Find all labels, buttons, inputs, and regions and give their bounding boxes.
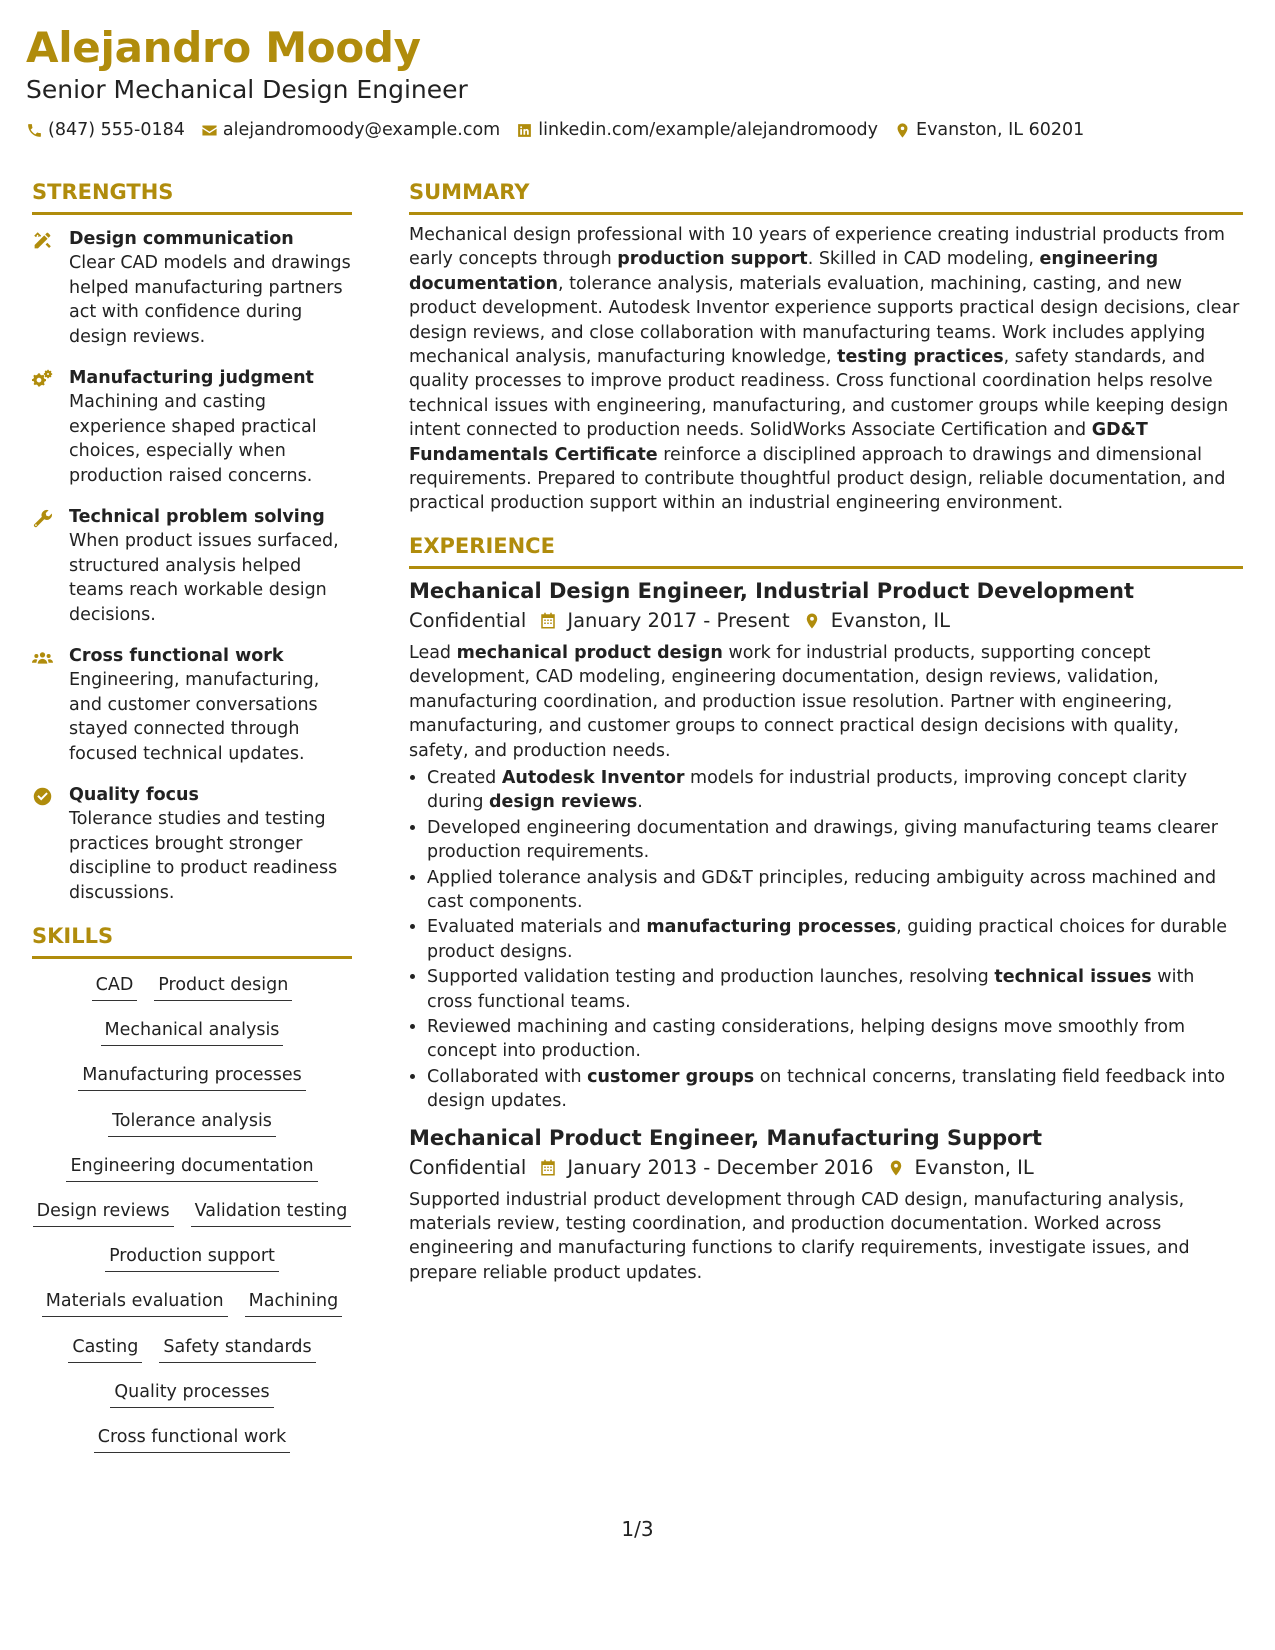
contact-phone[interactable] bbox=[26, 118, 185, 142]
map-pin-icon bbox=[887, 1159, 905, 1177]
strength-item bbox=[32, 783, 352, 905]
skill-tag: Production support bbox=[105, 1244, 279, 1272]
job-bullet: • Collaborated with customer groups on technical concerns, translating field feedback into design updates. bbox=[427, 1065, 1243, 1114]
job-company: Confidential bbox=[409, 608, 527, 632]
candidate-title: Senior Mechanical Design Engineer bbox=[26, 75, 468, 104]
contact-email[interactable] bbox=[201, 118, 500, 142]
skill-tag: Design reviews bbox=[33, 1199, 174, 1227]
phone-text: (847) 555-0184 bbox=[48, 120, 185, 140]
strength-item bbox=[32, 505, 352, 627]
strength-desc: Engineering, manufacturing, and customer conversations stayed connected through focused technical updates. bbox=[69, 670, 320, 764]
phone-icon bbox=[26, 122, 43, 139]
job-bullet: • Created Autodesk Inventor models for industrial products, improving concept clarity during design reviews. bbox=[427, 766, 1243, 815]
job-title: Mechanical Design Engineer, Industrial Product Development bbox=[409, 578, 1135, 603]
strength-title: Design communication bbox=[69, 229, 294, 249]
job-description: Supported industrial product development through CAD design, manufacturing analysis, materials review, testing coordination, and production documentation. Worked across engineering and manufacturing functions to clarify requirements, investigate issues, and prepare reliable product updates. bbox=[409, 1189, 1190, 1283]
envelope-icon bbox=[201, 122, 218, 139]
strength-title: Cross functional work bbox=[69, 646, 284, 666]
strength-item bbox=[32, 366, 352, 488]
calendar-icon bbox=[539, 1159, 557, 1177]
location-text: Evanston, IL 60201 bbox=[916, 120, 1085, 140]
job-location: Evanston, IL bbox=[914, 1155, 1034, 1179]
job-description: Lead mechanical product design work for industrial products, supporting concept development, CAD modeling, engineering documentation, design reviews, validation, manufacturing coordination, and production issue resolution. Partner with engineering, manufacturing, and customer groups to connect practical design decisions with quality, safety, and production needs. bbox=[409, 642, 1179, 761]
contact-linkedin[interactable] bbox=[516, 118, 878, 142]
wrench-icon bbox=[32, 508, 53, 529]
skills-list bbox=[32, 973, 352, 1470]
job-dates: January 2017 - Present bbox=[567, 608, 790, 632]
bold-text: GD&T Fundamentals Certificate bbox=[409, 420, 1148, 465]
contact-location bbox=[894, 118, 1084, 142]
strengths-list bbox=[32, 227, 352, 905]
skill-tag: CAD bbox=[92, 973, 138, 1001]
skill-tag: Engineering documentation bbox=[66, 1154, 317, 1182]
calendar-icon bbox=[539, 612, 557, 630]
job-bullet: • Applied tolerance analysis and GD&T principles, reducing ambiguity across machined and cast components. bbox=[427, 866, 1243, 915]
skill-tag: Quality processes bbox=[110, 1380, 273, 1408]
email-text: alejandromoody@example.com bbox=[222, 120, 501, 140]
left-column bbox=[32, 178, 352, 1470]
skill-tag: Machining bbox=[245, 1289, 343, 1317]
page-number: 1/3 bbox=[621, 1517, 654, 1541]
job-bullet: • Supported validation testing and production launches, resolving technical issues with cross functional teams. bbox=[427, 965, 1243, 1014]
bold-text: mechanical product design bbox=[456, 642, 723, 663]
linkedin-icon bbox=[516, 122, 533, 139]
skill-tag: Cross functional work bbox=[94, 1425, 291, 1453]
bold-text: production support bbox=[617, 249, 808, 270]
bold-text: testing practices bbox=[837, 347, 1004, 368]
check-circle-icon bbox=[32, 786, 53, 807]
skill-tag: Safety standards bbox=[159, 1335, 315, 1363]
job-bullet: • Reviewed machining and casting considerations, helping designs move smoothly from concept into production. bbox=[427, 1015, 1243, 1064]
skill-tag: Product design bbox=[154, 973, 292, 1001]
gears-icon bbox=[32, 369, 53, 390]
strength-desc: Machining and casting experience shaped practical choices, especially when production raised concerns. bbox=[69, 392, 317, 486]
strengths-heading: STRENGTHS bbox=[32, 178, 352, 215]
strength-desc: Tolerance studies and testing practices brought stronger discipline to product readiness discussions. bbox=[69, 809, 338, 903]
resume-header bbox=[26, 24, 1249, 142]
job-meta bbox=[409, 1154, 1243, 1182]
bold-text: design reviews bbox=[489, 792, 638, 813]
strength-title: Technical problem solving bbox=[69, 507, 325, 527]
strength-desc: Clear CAD models and drawings helped manufacturing partners act with confidence during design reviews. bbox=[69, 253, 351, 347]
bold-text: engineering documentation bbox=[409, 249, 1159, 294]
skill-tag: Mechanical analysis bbox=[101, 1018, 284, 1046]
job-location: Evanston, IL bbox=[830, 608, 950, 632]
skill-tag: Validation testing bbox=[191, 1199, 352, 1227]
skills-heading: SKILLS bbox=[32, 922, 352, 959]
summary-heading: SUMMARY bbox=[409, 178, 1243, 215]
job-entry bbox=[409, 1124, 1243, 1286]
job-bullets bbox=[409, 766, 1243, 1114]
candidate-name: Alejandro Moody bbox=[26, 23, 421, 72]
skill-tag: Materials evaluation bbox=[42, 1289, 228, 1317]
bold-text: manufacturing processes bbox=[646, 917, 897, 938]
right-column bbox=[409, 178, 1243, 1285]
strength-item bbox=[32, 227, 352, 349]
bold-text: technical issues bbox=[994, 967, 1152, 988]
summary-text: Mechanical design professional with 10 years of experience creating industrial products from early concepts through production support. Skilled in CAD modeling, engineering documentation, tolerance analysis, materials evaluation, machining, casting, and new product development. Autodesk Inventor experience supports practical design decisions, clear design reviews, and close collaboration with manufacturing teams. Work includes applying mechanical analysis, manufacturing knowledge, testing practices, safety standards, and quality processes to improve product readiness. Cross functional coordination helps resolve technical issues with engineering, manufacturing, and customer groups while keeping design intent connected to production needs. SolidWorks Associate Certification and GD&T Fundamentals Certificate reinforce a disciplined approach to drawings and dimensional requirements. Prepared to contribute thoughtful product design, reliable documentation, and practical production support within an industrial engineering environment. bbox=[409, 225, 1240, 514]
skill-tag: Casting bbox=[68, 1335, 142, 1363]
users-icon bbox=[32, 647, 53, 668]
job-meta bbox=[409, 607, 1243, 635]
linkedin-text: linkedin.com/example/alejandromoody bbox=[538, 120, 879, 140]
map-pin-icon bbox=[894, 122, 911, 139]
bold-text: Autodesk Inventor bbox=[501, 767, 685, 788]
pencil-ruler-icon bbox=[32, 230, 53, 251]
job-dates: January 2013 - December 2016 bbox=[567, 1155, 874, 1179]
job-title: Mechanical Product Engineer, Manufacturing Support bbox=[409, 1125, 1042, 1150]
job-entry bbox=[409, 577, 1243, 1114]
strength-title: Manufacturing judgment bbox=[69, 368, 314, 388]
job-bullet: • Evaluated materials and manufacturing processes, guiding practical choices for durable product designs. bbox=[427, 915, 1243, 964]
strength-item bbox=[32, 644, 352, 766]
job-company: Confidential bbox=[409, 1155, 527, 1179]
skill-tag: Manufacturing processes bbox=[78, 1063, 305, 1091]
experience-heading: EXPERIENCE bbox=[409, 532, 1243, 569]
bold-text: customer groups bbox=[587, 1066, 755, 1087]
map-pin-icon bbox=[803, 612, 821, 630]
strength-desc: When product issues surfaced, structured analysis helped teams reach workable design decisions. bbox=[69, 531, 339, 625]
contact-bar bbox=[26, 118, 1249, 142]
skill-tag: Tolerance analysis bbox=[108, 1109, 276, 1137]
job-bullet: • Developed engineering documentation and drawings, giving manufacturing teams clearer production requirements. bbox=[427, 816, 1243, 865]
strength-title: Quality focus bbox=[69, 785, 199, 805]
